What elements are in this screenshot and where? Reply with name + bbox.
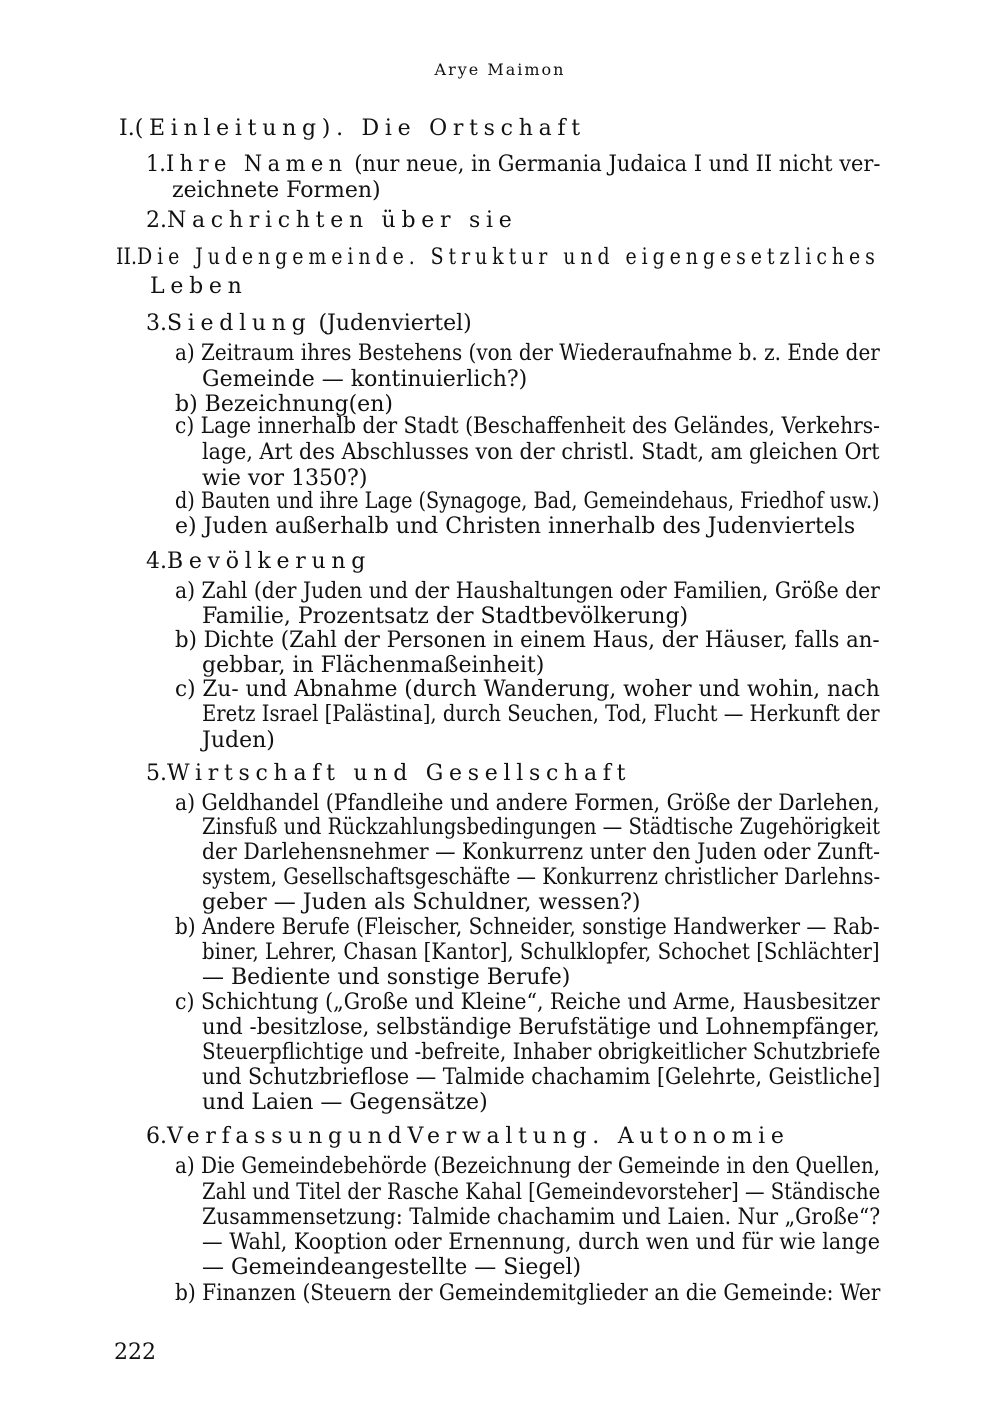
item-5c-line-2: und -besitzlose, selbständige Berufstätige und Lohnempfänger, (202, 1015, 880, 1040)
item-4c-line-3: Juden) (202, 728, 275, 753)
item-title: Bevölkerung (167, 549, 372, 574)
sub-text: Schichtung („Große und Kleine“, Reiche und Arme, Hausbesitzer (200, 990, 880, 1015)
sub-text: Zu- und Abnahme (durch Wanderung, woher und wohin, nach (202, 677, 880, 702)
sub-text: Bezeichnung(en) (204, 392, 393, 417)
item-text: (nur neue, in Germania Judaica I und II nicht ver- (354, 152, 881, 177)
sub-text: Bauten und ihre Lage (Synagoge, Bad, Gemeindehaus, Friedhof usw.) (200, 489, 880, 514)
item-5-heading (146, 761, 631, 787)
item-4b-line-2: gebbar, in Flächenmaßeinheit) (202, 653, 545, 678)
sub-text: Finanzen (Steuern der Gemeindemitglieder an die Gemeinde: Wer (202, 1281, 881, 1306)
section-mark: II. (116, 245, 137, 270)
item-4c-line-1 (175, 677, 880, 703)
sub-mark: c) (175, 414, 195, 439)
sub-mark: a) (175, 579, 196, 604)
item-3e-line-1 (175, 514, 855, 540)
item-6a-line-2: Zahl und Titel der Rasche Kahal [Gemeindevorsteher] — Ständische (202, 1180, 881, 1205)
item-4c-line-2: Eretz Israel [Palästina], durch Seuchen, Tod, Flucht — Herkunft der (202, 702, 880, 727)
item-4a-line-2: Familie, Prozentsatz der Stadtbevölkerung) (202, 604, 689, 629)
item-5a-line-2: Zinsfuß und Rückzahlungsbedingungen — Städtische Zugehörigkeit (202, 815, 880, 840)
item-title: Wirtschaft und Gesellschaft (167, 761, 632, 786)
item-6a-line-5: — Gemeindeangestellte — Siegel) (202, 1255, 582, 1280)
sub-text: Die Gemeindebehörde (Bezeichnung der Gemeinde in den Quellen, (200, 1154, 881, 1179)
sub-mark: b) (175, 628, 197, 653)
sub-mark: c) (175, 990, 195, 1015)
sub-mark: b) (175, 392, 198, 417)
sub-text: Zeitraum ihres Bestehens (von der Wiederaufnahme b. z. Ende der (201, 341, 880, 366)
item-mark: 4. (146, 549, 167, 574)
sub-text: Zahl (der Juden und der Haushaltungen oder Familien, Größe der (201, 579, 880, 604)
item-6a-line-1 (175, 1154, 880, 1180)
item-3c-line-2: lage, Art des Abschlusses von der christl. Stadt, am gleichen Ort (202, 440, 880, 465)
item-6-heading (146, 1124, 790, 1150)
sub-text: Lage innerhalb der Stadt (Beschaffenheit des Geländes, Verkehrs- (200, 414, 881, 439)
item-5b-line-3: — Bediente und sonstige Berufe) (202, 965, 571, 990)
item-4b-line-1 (175, 628, 880, 654)
section-mark: I. (119, 116, 135, 141)
item-title: VerfassungundVerwaltung. Autonomie (167, 1124, 790, 1149)
sub-mark: e) (175, 514, 197, 539)
item-title: Nachrichten über sie (167, 208, 518, 233)
item-1-line-1 (146, 152, 880, 178)
section-heading-2 (116, 245, 880, 271)
item-5c-line-5: und Laien — Gegensätze) (202, 1090, 488, 1115)
page-number: 222 (114, 1340, 156, 1365)
sub-mark: a) (175, 791, 196, 816)
section-heading-2-line-2: Leben (150, 274, 248, 299)
sub-text: Andere Berufe (Fleischer, Schneider, sonstige Handwerker — Rab- (201, 915, 880, 940)
item-3a-line-2: Gemeinde — kontinuierlich?) (202, 367, 528, 392)
item-3d-line-1 (175, 489, 880, 515)
sub-mark: a) (175, 341, 195, 366)
item-5c-line-1 (175, 990, 880, 1016)
item-mark: 5. (146, 761, 167, 786)
item-4a-line-1 (175, 579, 880, 605)
item-mark: 3. (146, 311, 167, 336)
sub-mark: b) (175, 1281, 196, 1306)
sub-mark: d) (175, 489, 195, 514)
item-5a-line-1 (175, 791, 880, 817)
item-3c-line-1 (175, 414, 880, 440)
item-5a-line-3: der Darlehensnehmer — Konkurrenz unter den Juden oder Zunft- (202, 840, 881, 865)
item-mark: 6. (146, 1124, 167, 1149)
running-header: Arye Maimon (434, 60, 566, 79)
sub-mark: b) (175, 915, 196, 940)
item-2-heading (146, 208, 517, 234)
item-5c-line-4: und Schutzbrieflose — Talmide chachamim [Gelehrte, Geistliche] (202, 1065, 881, 1090)
item-6b-line-1 (175, 1281, 880, 1307)
item-5a-line-4: system, Gesellschaftsgeschäfte — Konkurrenz christlicher Darlehns- (202, 865, 881, 890)
item-5c-line-3: Steuerpflichtige und -befreite, Inhaber obrigkeitlicher Schutzbriefe (202, 1040, 881, 1065)
item-mark: 2. (146, 208, 167, 233)
item-1-line-2: zeichnete Formen) (172, 178, 381, 203)
item-5b-line-2: biner, Lehrer, Chasan [Kantor], Schulklopfer, Schochet [Schlächter] (202, 940, 880, 965)
section-heading-1 (119, 116, 586, 142)
sub-mark: a) (175, 1154, 195, 1179)
item-3-heading (146, 311, 472, 337)
item-3a-line-1 (175, 341, 880, 367)
item-3c-line-3: wie vor 1350?) (202, 466, 368, 491)
item-5a-line-5: geber — Juden als Schuldner, wessen?) (202, 890, 641, 915)
sub-text: Geldhandel (Pfandleihe und andere Formen, Größe der Darlehen, (201, 791, 880, 816)
item-6a-line-4: — Wahl, Kooption oder Ernennung, durch wen und für wie lange (202, 1230, 880, 1255)
item-4-heading (146, 549, 371, 575)
item-5b-line-1 (175, 915, 880, 941)
sub-text: Juden außerhalb und Christen innerhalb des Judenviertels (203, 514, 856, 539)
section-title: Die Judengemeinde. Struktur und eigengesetzliches (136, 245, 880, 270)
item-mark: 1. (146, 152, 166, 177)
section-title: (Einleitung). Die Ortschaft (134, 116, 586, 141)
item-title: Siedlung (167, 311, 312, 336)
item-6a-line-3: Zusammensetzung: Talmide chachamim und Laien. Nur „Große“? (202, 1205, 881, 1230)
item-text: (Judenviertel) (318, 311, 472, 336)
sub-text: Dichte (Zahl der Personen in einem Haus, der Häuser, falls an- (203, 628, 880, 653)
sub-mark: c) (175, 677, 196, 702)
item-title: Ihre Namen (165, 152, 348, 177)
